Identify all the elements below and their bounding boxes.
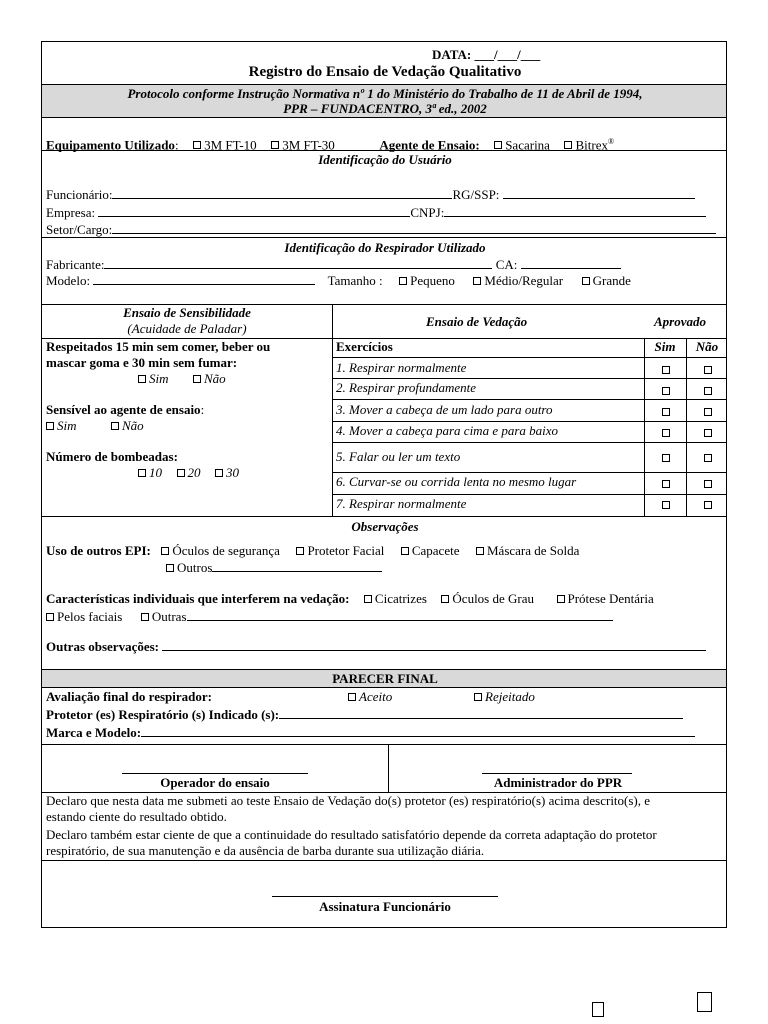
operator-signature-label: Operador do ensaio [160,775,270,790]
seal-heading: Ensaio de Vedação [426,314,528,329]
checkbox-epi-face-shield[interactable] [296,547,304,555]
checkbox-saccharin[interactable] [494,141,502,149]
checkbox-ex1-sim[interactable] [662,366,670,374]
respirator-heading: Identificação do Respirador Utilizado [284,240,486,255]
employee-field[interactable]: Funcionário: RG/SSP: [46,186,695,202]
checkbox-rejected[interactable] [474,693,482,701]
option-ft30: 3M FT-30 [282,137,335,153]
char-other-field[interactable] [187,608,613,621]
checkbox-epi-welding-mask[interactable] [476,547,484,555]
checkbox-ex2-nao[interactable] [704,387,712,395]
checkbox-facial-hair[interactable] [46,613,54,621]
indicated-protector-field[interactable]: Protetor (es) Respiratório (s) Indicado (s): [46,706,683,722]
protocol-line-1: Protocolo conforme Instrução Normativa nº 1 do Ministério do Trabalho de 11 de Abril de 1994, [127,86,643,101]
checkbox-prescription-glasses[interactable] [441,595,449,603]
checkbox-bitrex[interactable] [564,141,572,149]
checkbox-size-small[interactable] [399,277,407,285]
brand-model-field[interactable]: Marca e Modelo: [46,724,695,740]
exercise-6: 6. Curvar-se ou corrida lenta no mesmo lugar [336,474,577,489]
pumps-answer: 10 20 30 [138,465,239,480]
declaration-1-line-2: estando ciente do resultado obtido. [46,809,227,824]
declaration-1-line-1: Declaro que nesta data me submeti ao teste Ensaio de Vedação do(s) protetor (es) respiratório(s) acima descrito(s), e [46,793,651,808]
divider [42,860,726,861]
characteristics-row: Características individuais que interferem na vedação: Cicatrizes Óculos de Grau Prótese Dentária [46,591,654,606]
exercise-1: 1. Respirar normalmente [336,360,467,375]
approved-heading: Aprovado [654,314,706,329]
wait-answer: Sim Não [138,371,226,386]
employee-signature-label: Assinatura Funcionário [319,899,451,914]
checkbox-ft30[interactable] [271,141,279,149]
divider [42,516,726,517]
checkbox-sensitive-nao[interactable] [111,422,119,430]
declaration-2-line-2: respiratório, de sua manutenção e da ausência de barba durante sua utilização diária. [46,843,485,858]
column-divider [332,304,333,516]
checkbox-dentures[interactable] [557,595,565,603]
wait-question-2: mascar goma e 30 min sem fumar: [46,355,238,370]
epi-other-field[interactable]: Outros [166,559,382,575]
column-divider-sim [644,338,645,516]
wait-question-1: Respeitados 15 min sem comer, beber ou [46,339,271,354]
sensitivity-subheading: (Acuidade de Paladar) [127,321,247,336]
epi-row: Uso de outros EPI: Óculos de segurança Protetor Facial Capacete Máscara de Solda [46,543,580,558]
sim-header: Sim [654,339,676,354]
checkbox-epi-helmet[interactable] [401,547,409,555]
checkbox-ex7-nao[interactable] [704,501,712,509]
admin-signature-label: Administrador do PPR [493,775,623,790]
option-bitrex: Bitrex [575,137,608,153]
company-field[interactable]: Empresa: CNPJ: [46,204,706,220]
exercise-5: 5. Falar ou ler um texto [336,449,461,464]
divider [42,150,726,151]
divider [42,117,726,118]
checkbox-ex7-sim[interactable] [662,501,670,509]
manufacturer-field[interactable]: Fabricante: CA: [46,256,621,272]
checkbox-wait-nao[interactable] [193,375,201,383]
checkbox-ex4-nao[interactable] [704,429,712,437]
checkbox-scars[interactable] [364,595,372,603]
checkbox-ex3-sim[interactable] [662,408,670,416]
declaration-2-line-1: Declaro também estar ciente de que a continuidade do resultado satisfatório depende da correta adaptação do protetor [46,827,657,842]
exercises-header: Exercícios [336,339,393,354]
agent-label: Agente de Ensaio: [379,137,480,153]
admin-signature-line[interactable] [482,773,632,774]
checkbox-ex6-nao[interactable] [704,480,712,488]
final-evaluation-label: Avaliação final do respirador: [46,689,212,704]
checkbox-epi-other[interactable] [166,564,174,572]
equipment-label: Equipamento Utilizado [46,137,175,153]
sector-field[interactable]: Setor/Cargo: [46,221,716,237]
option-ft10: 3M FT-10 [204,137,257,153]
column-divider-nao [686,338,687,516]
user-heading: Identificação do Usuário [318,152,452,167]
exercise-3: 3. Mover a cabeça de um lado para outro [336,402,553,417]
checkbox-ex5-sim[interactable] [662,454,670,462]
employee-signature-line[interactable] [272,896,498,897]
checkbox-accepted[interactable] [348,693,356,701]
form-title: Registro do Ensaio de Vedação Qualitativo [248,64,522,80]
exercise-4: 4. Mover a cabeça para cima e para baixo [336,423,559,438]
sensitivity-heading: Ensaio de Sensibilidade [123,305,251,320]
pumps-question: Número de bombeadas: [46,449,178,464]
date-field[interactable]: DATA: ___/___/___ [432,47,541,62]
stray-box-glyph [697,992,712,1012]
option-saccharin: Sacarina [505,137,550,153]
stray-box-glyph [592,1002,604,1017]
final-rejected: Rejeitado [474,689,535,704]
checkbox-ex5-nao[interactable] [704,454,712,462]
checkbox-pumps-30[interactable] [215,469,223,477]
nao-header: Não [695,339,719,354]
checkbox-pumps-20[interactable] [177,469,185,477]
checkbox-ex3-nao[interactable] [704,408,712,416]
fit-test-form [41,41,727,928]
checkbox-epi-glasses[interactable] [161,547,169,555]
exercise-7: 7. Respirar normalmente [336,496,467,511]
divider [42,687,726,688]
checkbox-ft10[interactable] [193,141,201,149]
observations-heading: Observações [351,519,419,534]
final-accepted: Aceito [348,689,392,704]
characteristics-row-2: Pelos faciais Outras [46,608,613,624]
exercise-2: 2. Respirar profundamente [336,380,476,395]
other-observations-field[interactable]: Outras observações: [46,638,706,654]
equipment-row: Equipamento Utilizado: 3M FT-10 3M FT-30 Agente de Ensaio: Sacarina Bitrex® [46,137,615,153]
divider [42,237,726,238]
model-field[interactable]: Modelo: Tamanho : Pequeno Médio/Regular Grande [46,273,631,288]
checkbox-ex2-sim[interactable] [662,387,670,395]
checkbox-pumps-10[interactable] [138,469,146,477]
checkbox-ex6-sim[interactable] [662,480,670,488]
operator-signature-line[interactable] [122,773,308,774]
sensitive-answer: Sim Não [46,418,144,433]
checkbox-size-medium[interactable] [473,277,481,285]
sensitive-question: Sensível ao agente de ensaio: [46,402,205,417]
checkbox-char-other[interactable] [141,613,149,621]
checkbox-ex1-nao[interactable] [704,366,712,374]
divider [42,744,726,745]
checkbox-wait-sim[interactable] [138,375,146,383]
final-heading: PARECER FINAL [332,671,438,686]
checkbox-sensitive-sim[interactable] [46,422,54,430]
checkbox-size-large[interactable] [582,277,590,285]
protocol-line-2: PPR – FUNDACENTRO, 3ª ed., 2002 [283,101,487,116]
checkbox-ex4-sim[interactable] [662,429,670,437]
